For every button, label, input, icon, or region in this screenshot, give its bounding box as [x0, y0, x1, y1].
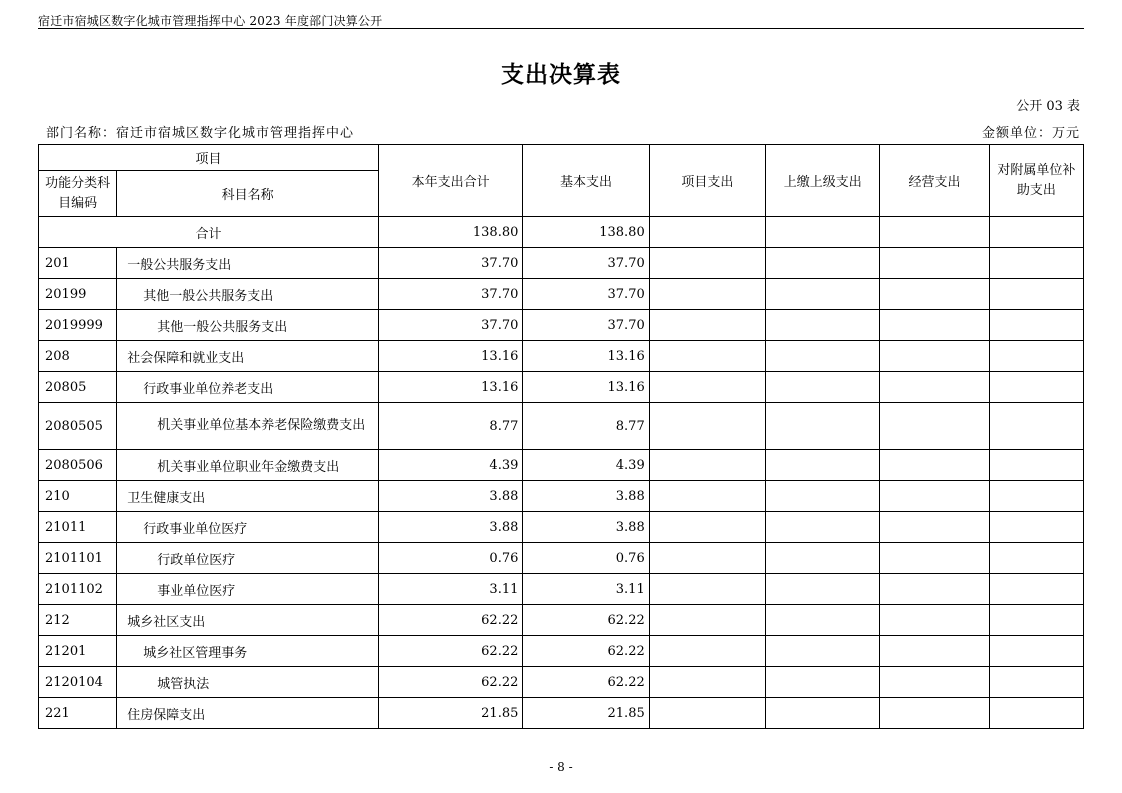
row-name: 城乡社区支出 [117, 605, 379, 636]
row-subsidiary [989, 512, 1083, 543]
row-subsidiary [989, 574, 1083, 605]
header-name: 科目名称 [117, 171, 379, 217]
row-name: 城乡社区管理事务 [117, 636, 379, 667]
header-upper: 上缴上级支出 [766, 145, 880, 217]
row-code: 21011 [39, 512, 117, 543]
row-total: 21.85 [378, 698, 522, 729]
row-name: 机关事业单位职业年金缴费支出 [117, 450, 379, 481]
row-subsidiary [989, 605, 1083, 636]
row-name: 卫生健康支出 [117, 481, 379, 512]
total-basic: 138.80 [523, 217, 649, 248]
row-name: 行政事业单位医疗 [117, 512, 379, 543]
row-name: 行政事业单位养老支出 [117, 372, 379, 403]
row-total: 62.22 [378, 667, 522, 698]
row-name: 行政单位医疗 [117, 543, 379, 574]
row-code: 2080506 [39, 450, 117, 481]
row-project [649, 310, 765, 341]
table-row [39, 481, 1084, 512]
total-row [39, 217, 1084, 248]
table-row [39, 403, 1084, 450]
row-business [880, 372, 989, 403]
table-row [39, 605, 1084, 636]
header-business: 经营支出 [880, 145, 989, 217]
row-project [649, 605, 765, 636]
row-business [880, 698, 989, 729]
row-total: 37.70 [378, 310, 522, 341]
row-code: 2080505 [39, 403, 117, 450]
row-project [649, 372, 765, 403]
table-row [39, 450, 1084, 481]
row-code: 212 [39, 605, 117, 636]
row-basic: 13.16 [523, 372, 649, 403]
row-business [880, 341, 989, 372]
header-basic: 基本支出 [523, 145, 649, 217]
row-project [649, 574, 765, 605]
row-subsidiary [989, 698, 1083, 729]
header-project: 项目支出 [649, 145, 765, 217]
row-business [880, 605, 989, 636]
row-basic: 62.22 [523, 636, 649, 667]
row-project [649, 512, 765, 543]
row-basic: 37.70 [523, 310, 649, 341]
row-subsidiary [989, 372, 1083, 403]
row-business [880, 310, 989, 341]
total-amount: 138.80 [378, 217, 522, 248]
table-row [39, 372, 1084, 403]
row-upper [766, 403, 880, 450]
table-row [39, 279, 1084, 310]
row-project [649, 543, 765, 574]
row-business [880, 543, 989, 574]
row-code: 201 [39, 248, 117, 279]
row-upper [766, 310, 880, 341]
table-row [39, 341, 1084, 372]
row-upper [766, 248, 880, 279]
row-subsidiary [989, 310, 1083, 341]
row-upper [766, 341, 880, 372]
row-basic: 62.22 [523, 605, 649, 636]
table-code: 公开 03 表 [1016, 99, 1080, 114]
row-basic: 13.16 [523, 341, 649, 372]
page-number: - 8 - [549, 760, 573, 774]
row-basic: 3.88 [523, 512, 649, 543]
row-total: 13.16 [378, 341, 522, 372]
row-subsidiary [989, 667, 1083, 698]
total-label: 合计 [39, 217, 379, 248]
row-subsidiary [989, 636, 1083, 667]
row-subsidiary [989, 248, 1083, 279]
row-basic: 0.76 [523, 543, 649, 574]
row-business [880, 481, 989, 512]
row-code: 2120104 [39, 667, 117, 698]
total-project [649, 217, 765, 248]
row-total: 37.70 [378, 248, 522, 279]
row-subsidiary [989, 543, 1083, 574]
row-business [880, 248, 989, 279]
header-total: 本年支出合计 [378, 145, 522, 217]
row-business [880, 667, 989, 698]
row-code: 221 [39, 698, 117, 729]
row-basic: 3.88 [523, 481, 649, 512]
row-name: 事业单位医疗 [117, 574, 379, 605]
row-code: 208 [39, 341, 117, 372]
row-business [880, 450, 989, 481]
row-subsidiary [989, 279, 1083, 310]
row-name: 机关事业单位基本养老保险缴费支出 [117, 403, 379, 450]
row-basic: 3.11 [523, 574, 649, 605]
row-basic: 4.39 [523, 450, 649, 481]
row-business [880, 279, 989, 310]
table-row [39, 574, 1084, 605]
department-name: 部门名称：宿迁市宿城区数字化城市管理指挥中心 [46, 126, 355, 141]
row-subsidiary [989, 341, 1083, 372]
header-divider [38, 28, 1084, 29]
row-project [649, 403, 765, 450]
row-upper [766, 636, 880, 667]
row-total: 62.22 [378, 605, 522, 636]
table-row [39, 543, 1084, 574]
row-basic: 62.22 [523, 667, 649, 698]
expenditure-table [38, 144, 1084, 729]
row-upper [766, 667, 880, 698]
table-row [39, 248, 1084, 279]
table-row [39, 667, 1084, 698]
row-project [649, 248, 765, 279]
row-upper [766, 512, 880, 543]
row-name: 其他一般公共服务支出 [117, 279, 379, 310]
row-project [649, 481, 765, 512]
row-total: 0.76 [378, 543, 522, 574]
row-basic: 37.70 [523, 248, 649, 279]
row-name: 社会保障和就业支出 [117, 341, 379, 372]
row-name: 住房保障支出 [117, 698, 379, 729]
row-name: 其他一般公共服务支出 [117, 310, 379, 341]
row-basic: 37.70 [523, 279, 649, 310]
row-code: 21201 [39, 636, 117, 667]
row-upper [766, 450, 880, 481]
row-name: 一般公共服务支出 [117, 248, 379, 279]
row-total: 8.77 [378, 403, 522, 450]
row-project [649, 698, 765, 729]
row-total: 3.88 [378, 512, 522, 543]
header-code: 功能分类科目编码 [39, 171, 117, 217]
row-total: 3.11 [378, 574, 522, 605]
row-code: 210 [39, 481, 117, 512]
row-business [880, 512, 989, 543]
amount-unit: 金额单位：万元 [981, 126, 1080, 141]
row-upper [766, 698, 880, 729]
row-business [880, 403, 989, 450]
row-project [649, 279, 765, 310]
page-title: 支出决算表 [501, 62, 621, 88]
row-basic: 21.85 [523, 698, 649, 729]
header-subsidiary: 对附属单位补助支出 [989, 145, 1083, 217]
row-code: 2101102 [39, 574, 117, 605]
row-business [880, 574, 989, 605]
total-business [880, 217, 989, 248]
row-subsidiary [989, 403, 1083, 450]
row-upper [766, 605, 880, 636]
table-row [39, 636, 1084, 667]
row-code: 20199 [39, 279, 117, 310]
row-basic: 8.77 [523, 403, 649, 450]
row-project [649, 341, 765, 372]
row-subsidiary [989, 481, 1083, 512]
row-code: 2019999 [39, 310, 117, 341]
row-upper [766, 279, 880, 310]
row-business [880, 636, 989, 667]
row-upper [766, 372, 880, 403]
row-project [649, 450, 765, 481]
header-item: 项目 [39, 145, 379, 171]
row-upper [766, 481, 880, 512]
row-upper [766, 543, 880, 574]
row-project [649, 667, 765, 698]
row-project [649, 636, 765, 667]
table-row [39, 698, 1084, 729]
row-total: 3.88 [378, 481, 522, 512]
running-header: 宿迁市宿城区数字化城市管理指挥中心 2023 年度部门决算公开 [38, 14, 383, 28]
row-name: 城管执法 [117, 667, 379, 698]
row-code: 2101101 [39, 543, 117, 574]
table-row [39, 512, 1084, 543]
total-upper [766, 217, 880, 248]
row-upper [766, 574, 880, 605]
row-total: 4.39 [378, 450, 522, 481]
total-subsidiary [989, 217, 1083, 248]
row-total: 62.22 [378, 636, 522, 667]
table-row [39, 310, 1084, 341]
row-code: 20805 [39, 372, 117, 403]
row-total: 37.70 [378, 279, 522, 310]
row-total: 13.16 [378, 372, 522, 403]
row-subsidiary [989, 450, 1083, 481]
